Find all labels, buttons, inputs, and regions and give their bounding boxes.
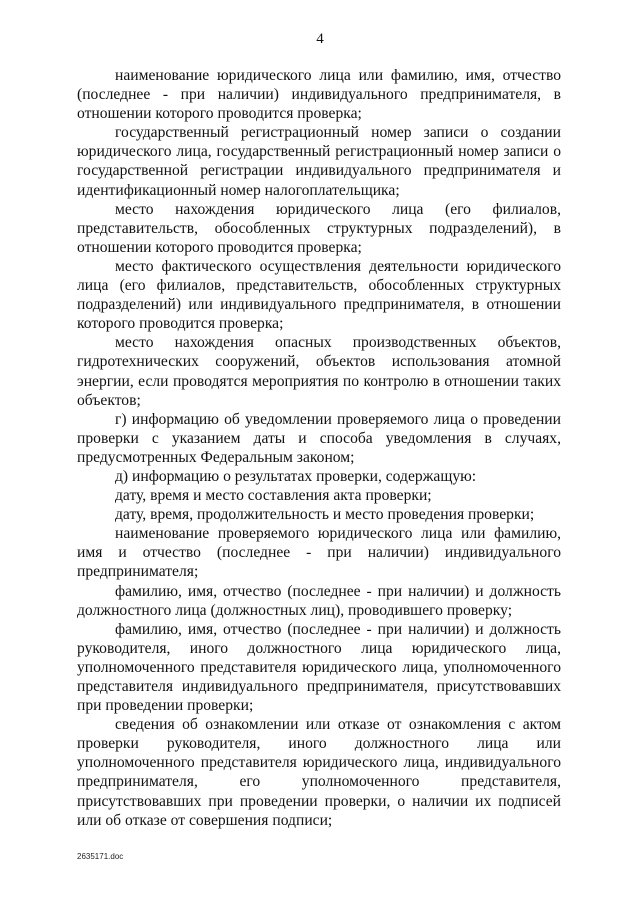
paragraph: наименование юридического лица или фамилию, имя, отчество (последнее - при наличии) индивидуального предпринимателя, в отношении которого проводится проверка;: [77, 67, 561, 123]
document-body: [77, 66, 561, 830]
paragraph: сведения об ознакомлении или отказе от ознакомления с актом проверки руководителя, иного должностного лица или уполномоченного представителя юридического лица, индивидуального предпринимателя, его уполномоченного представителя, присутствовавших при проведении проверки, о наличии их подписей или об отказе от совершения подписи;: [77, 716, 561, 829]
footer-filename: 2635171.doc: [77, 852, 124, 861]
paragraph: государственный регистрационный номер записи о создании юридического лица, государственный регистрационный номер записи о государственной регистрации индивидуального предпринимателя и идентификационный номер налогоплательщика;: [77, 124, 561, 199]
paragraph: фамилию, имя, отчество (последнее - при наличии) и должность должностного лица (должностных лиц), проводившего проверку;: [77, 582, 561, 619]
paragraph: г) информацию об уведомлении проверяемого лица о проведении проверки с указанием даты и способа уведомления в случаях, предусмотренных Федеральным законом;: [77, 410, 561, 466]
paragraph: дату, время, продолжительность и место проведения проверки;: [115, 506, 535, 524]
page-number: 4: [316, 31, 324, 47]
paragraph: место фактического осуществления деятельности юридического лица (его филиалов, представительств, обособленных структурных подразделений) или индивидуального предпринимателя, в отношении которого проводится проверка;: [77, 257, 561, 333]
paragraph: место нахождения юридического лица (его филиалов, представительств, обособленных структурных подразделений), в отношении которого проводится проверка;: [77, 200, 561, 256]
paragraph: место нахождения опасных производственных объектов, гидротехнических сооружений, объектов использования атомной энергии, если проводятся мероприятия по контролю в отношении таких объектов;: [77, 334, 561, 409]
paragraph: фамилию, имя, отчество (последнее - при наличии) и должность руководителя, иного должностного лица юридического лица, уполномоченного представителя юридического лица, уполномоченного представителя индивидуального предпринимателя, присутствовавших при проведении проверки;: [77, 620, 561, 715]
paragraph: дату, время и место составления акта проверки;: [115, 487, 432, 505]
paragraph: наименование проверяемого юридического лица или фамилию, имя и отчество (последнее - при наличии) индивидуального предпринимателя;: [77, 525, 561, 581]
paragraph: д) информацию о результатах проверки, содержащую:: [115, 467, 477, 485]
